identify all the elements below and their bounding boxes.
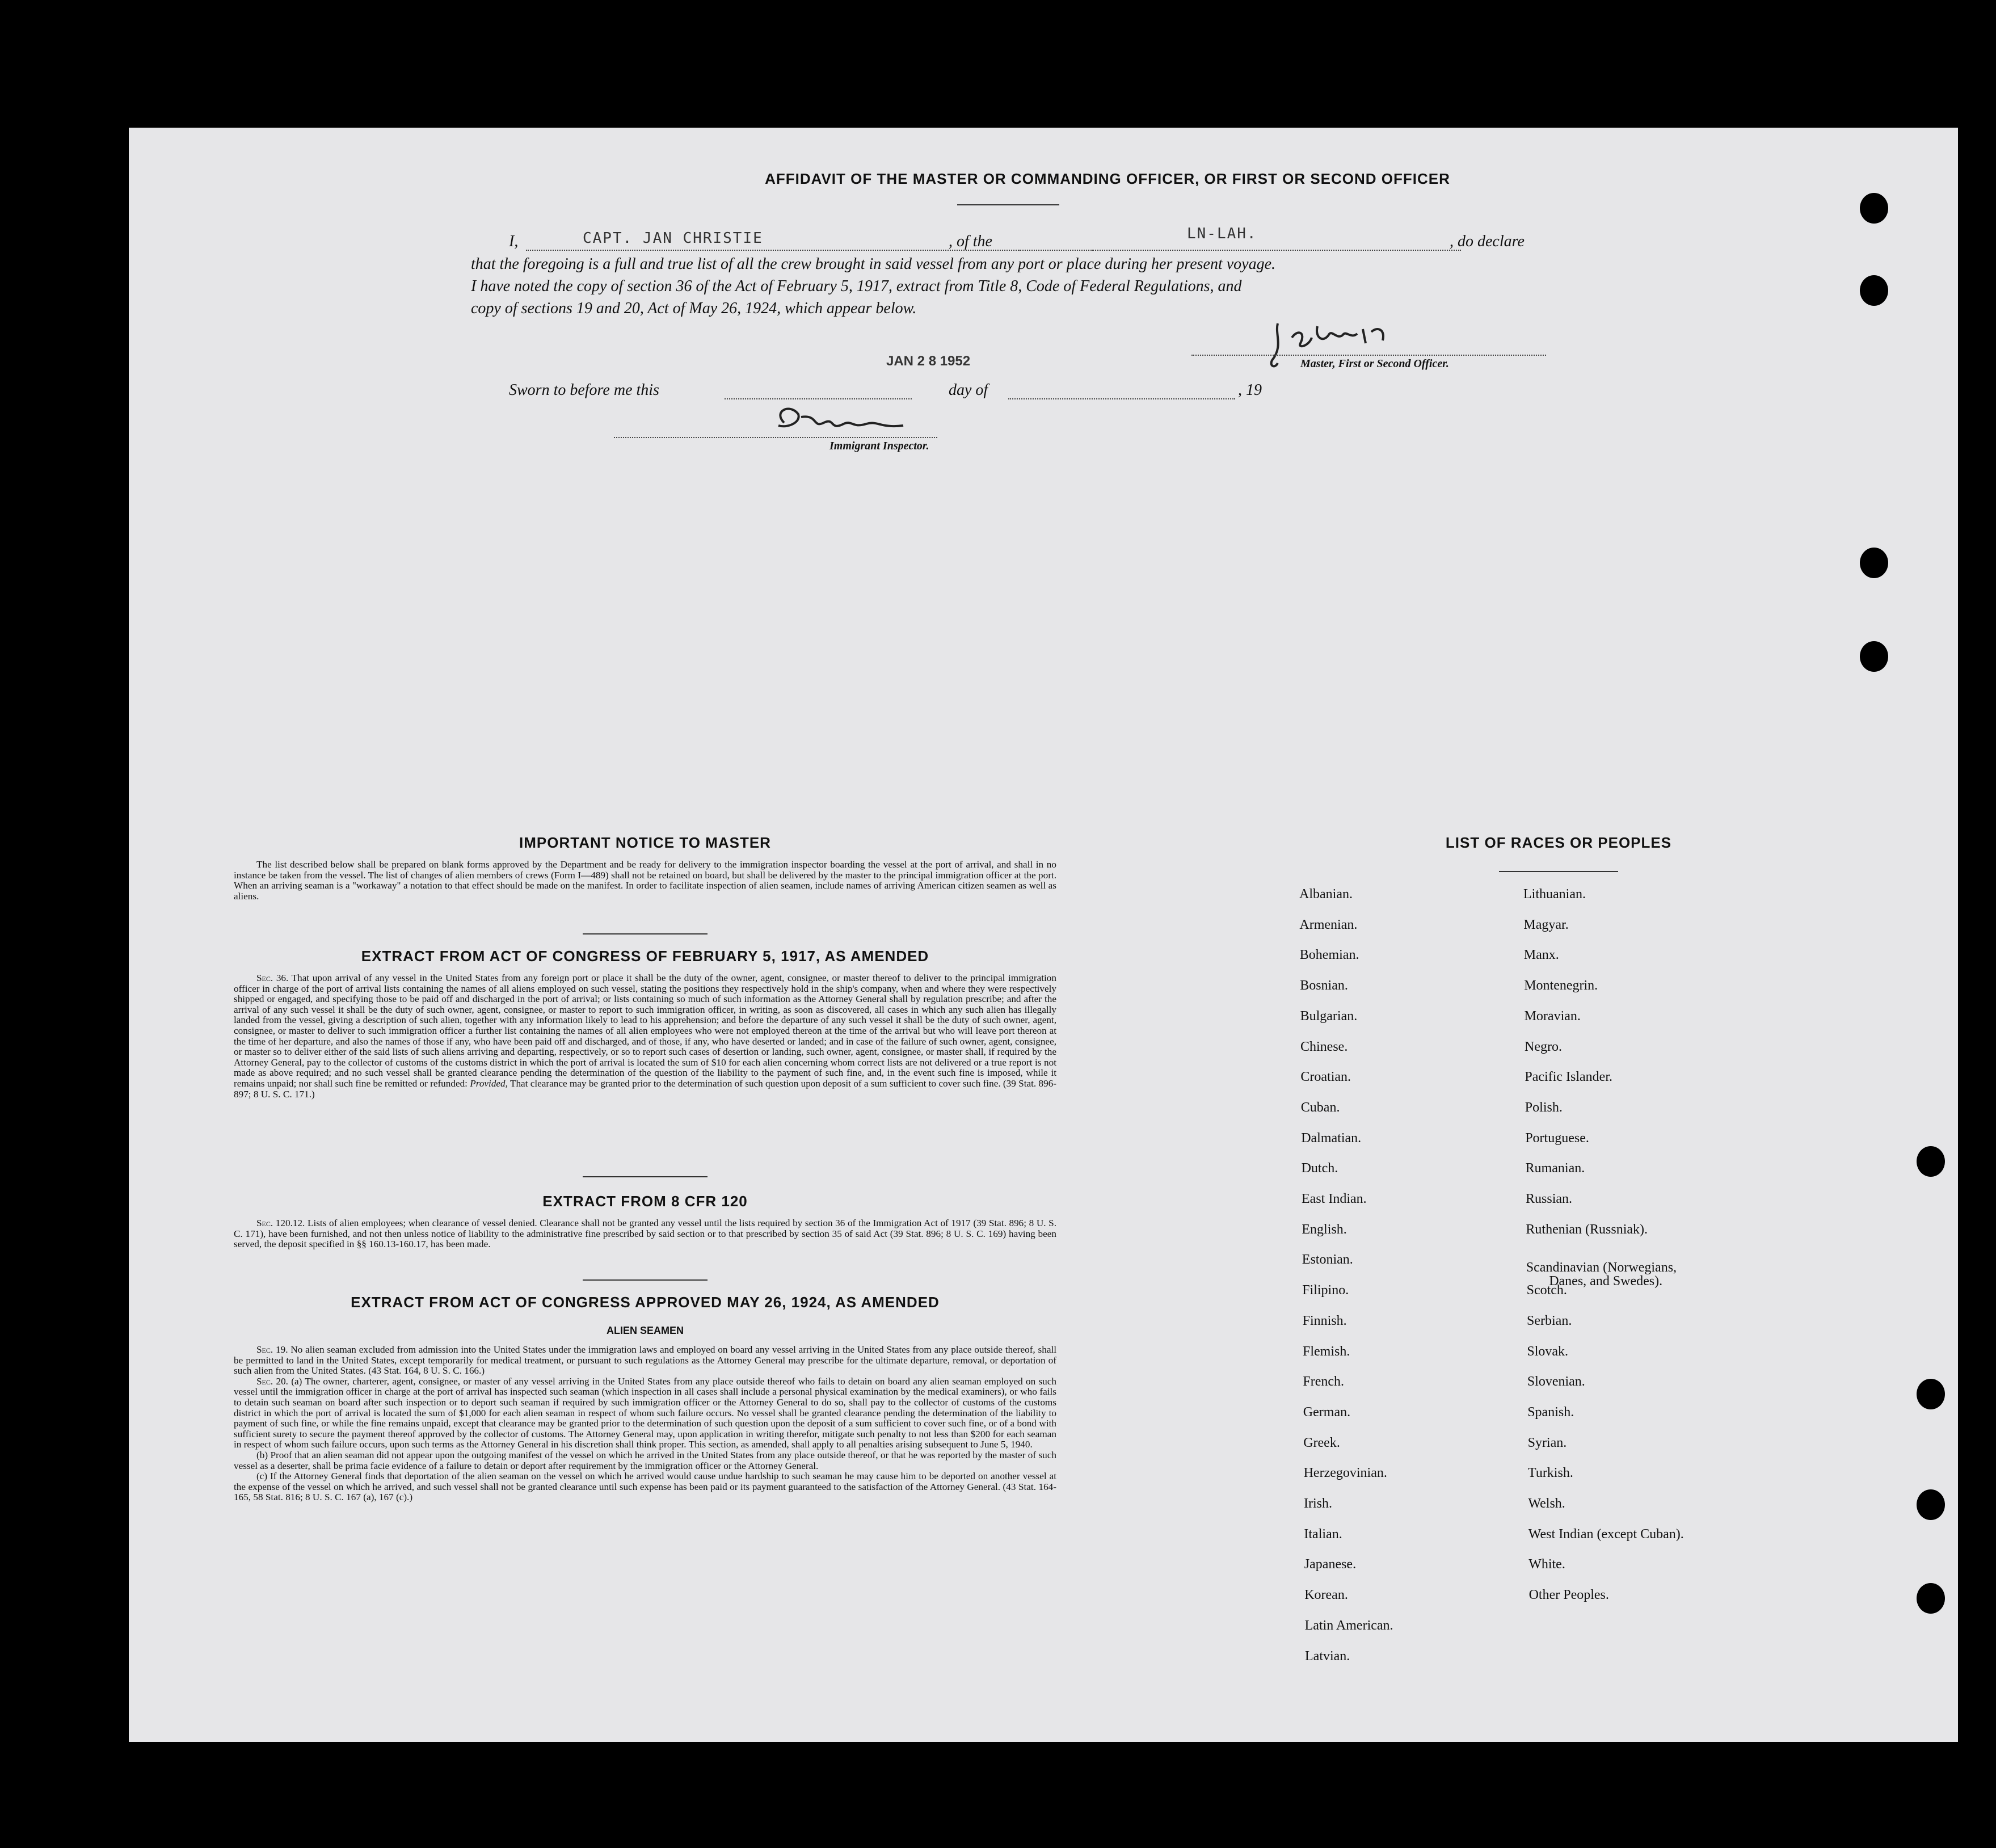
race-item: Negro. (1525, 1039, 1562, 1054)
race-item: White. (1528, 1557, 1565, 1572)
sworn-day-line (725, 398, 912, 399)
race-item: East Indian. (1302, 1192, 1367, 1206)
affidavit-line1-suffix: , do declare (1450, 233, 1525, 250)
extract1917-proviso-label: Provided, (470, 1077, 508, 1089)
notice-title: IMPORTANT NOTICE TO MASTER (519, 834, 771, 851)
race-item: Korean. (1304, 1588, 1348, 1603)
race-item: Slovenian. (1527, 1374, 1585, 1390)
races-title: LIST OF RACES OR PEOPLES (1445, 834, 1672, 851)
binder-hole-5 (1917, 1146, 1945, 1177)
binder-hole-7 (1917, 1489, 1945, 1520)
extract1924-sec20c-text: (c) If the Attorney General finds that deportation of the alien seaman on the vessel on which he arrived would cause undue hardship to such seaman he may cause him to be deported on another vessel at the expense of the vessel on which he arrived, and such vessel shall not be granted clearance until such expense has been paid or its payment guaranteed to the satisfaction of the Attorney General. (43 Stat. 164-165, 58 Stat. 816; 8 U. S. C. 167 (a), 167 (c).) (234, 1471, 1056, 1503)
extractcfr-rule (583, 1279, 708, 1281)
race-item: Magyar. (1523, 917, 1569, 932)
master-name-handwritten: CAPT. JAN CHRISTIE (583, 230, 763, 247)
race-item: Scotch. (1526, 1283, 1567, 1298)
notice-paragraph (234, 860, 1056, 902)
extract1917-text: That upon arrival of any vessel in the United States from any foreign port or place it shall be the duty of the owner, agent, consignee, or master thereof to deliver to the principal immigration officer in charge of the port of arrival lists containing the names of all aliens employed on such vessel, stating the positions they respectively hold in the ship's company, when and where they were respectively shipped or engaged, and specifying those to be paid off and discharged in the port of arrival; or lists containing so much of such information as the Attorney General shall by regulation prescribe; and after the arrival of any such vessel it shall be the duty of such owner, agent, consignee, or master to report to such immigration officer, in writing, as soon as discovered, all cases in which any such alien has illegally landed from the vessel, giving a description of such alien, together with any information likely to lead to his apprehension; and before the departure of any such vessel it shall be the duty of such owner, agent, consignee, or master to deliver to such immigration officer a further list containing the names of all alien employees who were not employed thereon at the time of the arrival but who will leave port thereon at the time of her departure, and also the names of those if any, who have been paid off and discharged, and of those, if any, who have deserted or landed; and in case of the failure of such owner, agent, consignee, or master so to deliver either of the said lists of such aliens arriving and departing, respectively, or so to report such cases of desertion or landing, such owner, agent, consignee, or master shall, if required by the Attorney General, pay to the collector of customs of the customs district in which the port of arrival is located the sum of $10 for each alien concerning whom correct lists are not delivered or a true report is not made as above required; and no such vessel shall be granted clearance pending the determination of the question of the liability to the payment of such fine, and, in the event such fine is imposed, while it remains unpaid; nor shall such fine be remitted or refunded: (234, 973, 1056, 1089)
extract1924-title: EXTRACT FROM ACT OF CONGRESS APPROVED MAY 26, 1924, AS AMENDED (351, 1294, 940, 1311)
sworn-day-label: day of (949, 381, 988, 399)
race-item: Other Peoples. (1528, 1588, 1609, 1603)
inspector-signature (767, 400, 937, 443)
race-item: Bohemian. (1299, 948, 1359, 963)
notice-text: The list described below shall be prepared on blank forms approved by the Department and be ready for delivery to the immigration inspector boarding the vessel at the port of arrival, and shall in no instance be taken from the vessel. The list of changes of alien members of crews (Form I—489) shall not be retained on board, but shall be delivered by the master to the principal immigration officer at the port. When an arriving seaman is a "workaway" a notation to that effect should be made on the manifest. In order to facilitate inspection of alien seamen, include names of arriving American citizen seamen as well as aliens. (234, 859, 1056, 902)
race-item: Scandinavian (Norwegians, (1526, 1260, 1677, 1276)
race-item: Spanish. (1527, 1404, 1574, 1420)
race-item: Turkish. (1528, 1466, 1573, 1481)
race-item: French. (1303, 1374, 1345, 1390)
extract1917-rule (583, 1176, 708, 1177)
race-item: Montenegrin. (1524, 978, 1598, 994)
vessel-name-handwritten: LN-LAH. (1187, 225, 1257, 242)
race-item: Cuban. (1300, 1100, 1340, 1115)
extract1917-title: EXTRACT FROM ACT OF CONGRESS OF FEBRUARY 5, 1917, AS AMENDED (361, 948, 929, 965)
race-item: Dutch. (1301, 1161, 1338, 1176)
binder-hole-1 (1860, 193, 1888, 224)
race-item: English. (1302, 1222, 1347, 1237)
extractcfr-sec-label: Sec. 120.12. (256, 1218, 305, 1228)
race-item: Dalmatian. (1301, 1130, 1362, 1146)
extract1924-sec19-text: No alien seaman excluded from admission into the United States under the immigration laws and employed on board any vessel arriving in the United States from any place outside thereof, shall be permitted to land in the United States, except temporarily for medical treatment, or pursuant to such regulations as the Attorney General may prescribe for the ultimate departure, removal, or deportation of such alien from the United States. (43 Stat. 164, 8 U. S. C. 166.) (234, 1344, 1056, 1376)
race-item: Croatian. (1300, 1070, 1351, 1085)
race-item: Portuguese. (1525, 1130, 1589, 1146)
race-item: Danes, and Swedes). (1549, 1274, 1663, 1289)
race-item: Bosnian. (1300, 978, 1348, 994)
affidavit-title: AFFIDAVIT OF THE MASTER OR COMMANDING OFFICER, OR FIRST OR SECOND OFFICER (765, 170, 1450, 187)
race-item: Serbian. (1527, 1313, 1572, 1328)
extract1924-subtitle: ALIEN SEAMEN (606, 1325, 684, 1336)
binder-hole-3 (1860, 548, 1888, 578)
race-item: Filipino. (1302, 1283, 1349, 1298)
master-signature-line (1191, 355, 1546, 356)
affidavit-line3: I have noted the copy of section 36 of the Act of February 5, 1917, extract from Title 8, Code of Federal Regulations, and (471, 277, 1242, 295)
notice-rule (583, 933, 708, 934)
race-item: Polish. (1525, 1100, 1563, 1115)
extractcfr-text: Lists of alien employees; when clearance of vessel denied. Clearance shall not be granted any vessel until the lists required by section 36 of the Immigration Act of 1917 (39 Stat. 896; 8 U. S. C. 171), have been furnished, and not then unless notice of liability to the administrative fine prescribed by said section or to that prescribed by section 35 of said Act (39 Stat. 896; 8 U. S. C. 169) having been served, the deposit specified in §§ 160.13-160.17, has been made. (234, 1218, 1057, 1250)
race-item: Pacific Islander. (1525, 1070, 1612, 1085)
race-item: West Indian (except Cuban). (1528, 1526, 1684, 1542)
race-item: Armenian. (1299, 917, 1358, 932)
binder-hole-6 (1917, 1379, 1945, 1409)
vessel-name-line (1018, 250, 1461, 251)
race-item: Ruthenian (Russniak). (1526, 1222, 1648, 1237)
date-stamp: JAN 2 8 1952 (886, 353, 971, 369)
document-page (129, 128, 1958, 1742)
race-item: Welsh. (1528, 1496, 1565, 1511)
extract1917-proviso-text: That clearance may be granted prior to the determination of such question upon deposit of a sum sufficient to cover such fine. (39 Stat. 896-897; 8 U. S. C. 171.) (234, 1077, 1056, 1100)
race-item: Manx. (1523, 948, 1559, 963)
extract1924-sec20a-text: (a) The owner, charterer, agent, consignee, or master of any vessel arriving in the United States from any place outside thereof who fails to detain on board any alien seaman employed on such vessel until the immigration officer in charge at the port of arrival has inspected such seaman (which inspection in all cases shall include a personal physical examination by the medical examiners), or who fails to detain such seaman on board after such inspection or to deport such seaman if required by such immigration officer or the Attorney General to do so, shall pay to the collector of customs of the customs district in which the port of arrival is located the sum of $1,000 for each alien seaman in respect of whom such failure occurs. No vessel shall be granted clearance pending the determination of the liability to payment of such fine, or while the fine remains unpaid, except that clearance may be granted prior to the determination of such question upon the deposit of a sum sufficient to cover such fine, or of a bond with sufficient surety to secure the payment thereof approved by the collector of customs. The Attorney General may, upon application in writing therefor, mitigate such penalty to not less than $200 for each seaman in respect of whom such failure occurs, upon such terms as the Attorney General in his discretion shall think proper. This section, as amended, shall apply to all penalties arising subsequent to June 5, 1940. (234, 1375, 1056, 1450)
race-item: Syrian. (1527, 1435, 1567, 1450)
extract1924-sec19-label: Sec. 19. (256, 1344, 288, 1355)
race-item: Russian. (1526, 1192, 1573, 1206)
affidavit-line1-mid: , of the (949, 233, 992, 250)
extractcfr-paragraph (234, 1218, 1056, 1250)
affidavit-line4: copy of sections 19 and 20, Act of May 26, 1924, which appear below. (471, 300, 917, 317)
master-caption: Master, First or Second Officer. (1300, 357, 1449, 370)
race-item: Bulgarian. (1300, 1008, 1358, 1024)
race-item: Herzegovinian. (1303, 1466, 1387, 1481)
race-item: Rumanian. (1525, 1161, 1585, 1176)
race-item: Slovak. (1527, 1344, 1569, 1359)
race-item: Moravian. (1524, 1008, 1581, 1024)
sworn-prefix: Sworn to before me this (509, 381, 659, 399)
binder-hole-4 (1860, 641, 1888, 672)
master-name-line (526, 250, 1093, 251)
race-item: Finnish. (1302, 1313, 1347, 1328)
race-item: Latvian. (1305, 1648, 1350, 1664)
race-item: Italian. (1304, 1526, 1342, 1542)
race-item: Latin American. (1304, 1618, 1393, 1633)
extractcfr-title: EXTRACT FROM 8 CFR 120 (542, 1193, 748, 1210)
binder-hole-2 (1860, 275, 1888, 306)
sworn-month-line (1008, 398, 1235, 399)
extract1917-sec-label: Sec. 36. (256, 973, 289, 983)
extract1924-sec20-label: Sec. 20. (256, 1375, 288, 1387)
extract1917-paragraph (234, 973, 1056, 1100)
race-item: Greek. (1303, 1435, 1340, 1450)
race-item: Albanian. (1299, 887, 1353, 902)
race-item: Estonian. (1302, 1252, 1353, 1268)
races-rule (1499, 871, 1618, 872)
extract1924-sec20b-text: (b) Proof that an alien seaman did not appear upon the outgoing manifest of the vessel on which he arrived in the United States from any place outside thereof, or that he was reported by the master of such vessel as a deserter, shall be prima facie evidence of a failure to detain or deport after requirement by the immigration officer or the Attorney General. (234, 1449, 1056, 1471)
affidavit-title-rule (957, 204, 1059, 205)
race-item: German. (1303, 1404, 1351, 1420)
race-item: Irish. (1304, 1496, 1332, 1511)
race-item: Flemish. (1303, 1344, 1350, 1359)
affidavit-line1-prefix: I, (509, 233, 519, 250)
inspector-signature-line (614, 437, 937, 438)
sworn-year-label: , 19 (1238, 381, 1262, 399)
binder-hole-8 (1917, 1583, 1945, 1614)
race-item: Chinese. (1300, 1039, 1348, 1054)
inspector-caption: Immigrant Inspector. (829, 440, 929, 452)
extract1924-paragraph (234, 1345, 1056, 1503)
affidavit-line2: that the foregoing is a full and true list of all the crew brought in said vessel from any port or place during her present voyage. (471, 255, 1276, 273)
race-item: Japanese. (1304, 1557, 1357, 1572)
race-item: Lithuanian. (1523, 887, 1586, 902)
